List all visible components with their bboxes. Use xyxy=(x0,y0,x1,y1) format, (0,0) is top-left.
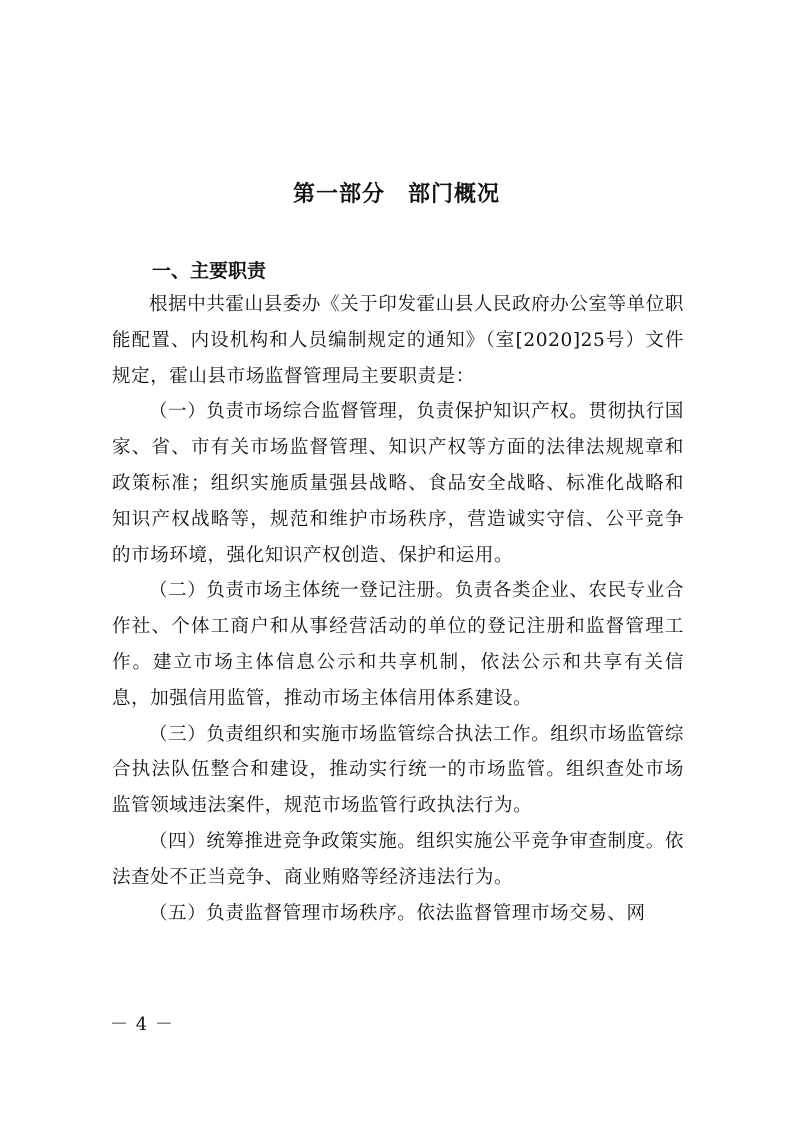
paragraph-duty-2: （二）负责市场主体统一登记注册。负责各类企业、农民专业合作社、个体工商户和从事经营活动的单位的登记注册和监督管理工作。建立市场主体信息公示和共享机制，依法公示和共享有关信息，加强信用监管，推动市场主体信用体系建设。 xyxy=(112,580,684,709)
paragraph-duty-3: （三）负责组织和实施市场监管综合执法工作。组织市场监管综合执法队伍整合和建设，推动实行统一的市场监管。组织查处市场监管领域违法案件，规范市场监管行政执法行为。 xyxy=(112,723,684,817)
paragraph-duty-5: （五）负责监督管理市场秩序。依法监督管理市场交易、网 xyxy=(149,902,646,924)
page-number: － 4 － xyxy=(110,1014,174,1035)
paragraph-intro: 根据中共霍山县委办《关于印发霍山县人民政府办公室等单位职能配置、内设机构和人员编制规定的通知》（室[2020]25号）文件规定，霍山县市场监督管理局主要职责是： xyxy=(112,294,684,387)
document-body xyxy=(112,287,684,931)
section-heading: 一、主要职责 xyxy=(152,260,267,282)
paragraph-duty-1: （一）负责市场综合监督管理，负责保护知识产权。贯彻执行国家、省、市有关市场监督管理、知识产权等方面的法律法规规章和政策标准；组织实施质量强县战略、食品安全战略、标准化战略和知识产权战略等，规范和维护市场秩序，营造诚实守信、公平竞争的市场环境，强化知识产权创造、保护和运用。 xyxy=(112,401,684,566)
paragraph-duty-4: （四）统筹推进竞争政策实施。组织实施公平竞争审查制度。依法查处不正当竞争、商业贿赂等经济违法行为。 xyxy=(112,830,684,888)
page-title: 第一部分 部门概况 xyxy=(292,182,500,207)
